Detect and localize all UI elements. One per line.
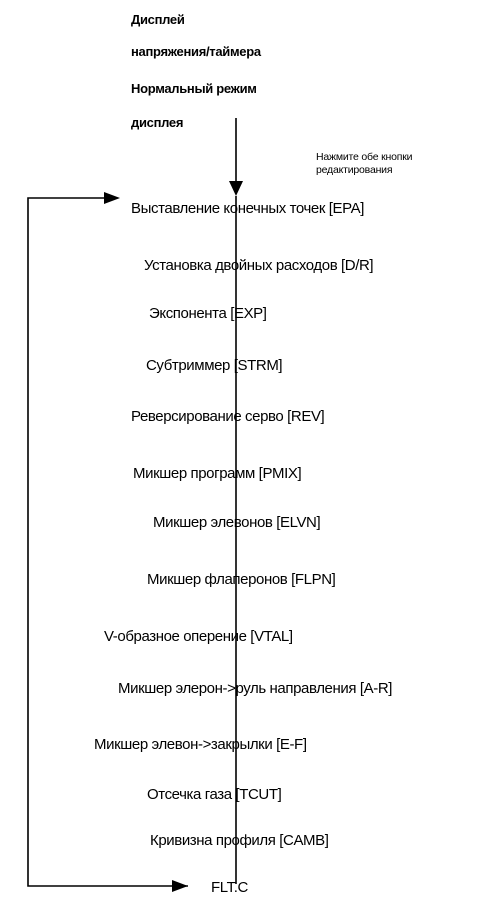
menu-item-exp: Экспонента [EXP] <box>149 305 267 322</box>
header-line-3: Нормальный режим <box>131 81 257 96</box>
menu-item-flpn: Микшер флаперонов [FLPN] <box>147 571 336 588</box>
menu-item-dr: Установка двойных расходов [D/R] <box>144 257 374 274</box>
menu-item-camb: Кривизна профиля [CAMB] <box>150 832 329 849</box>
menu-item-rev: Реверсирование серво [REV] <box>131 408 325 425</box>
fltc-arrow-head <box>172 880 188 892</box>
loop-back-line <box>28 198 188 886</box>
note-line-2: редактирования <box>316 164 393 176</box>
loop-arrow-head <box>104 192 120 204</box>
note-line-1: Нажмите обе кнопки <box>316 151 413 163</box>
menu-item-strm: Субтриммер [STRM] <box>146 357 283 374</box>
menu-item-tcut: Отсечка газа [TCUT] <box>147 786 282 803</box>
header-line-1: Дисплей <box>131 12 185 27</box>
menu-item-ef: Микшер элевон->закрылки [E-F] <box>94 736 307 753</box>
final-item-fltc: FLT.C <box>211 879 248 896</box>
menu-item-vtal: V-образное оперение [VTAL] <box>104 628 293 645</box>
menu-item-epa: Выставление конечных точек [EPA] <box>131 200 365 217</box>
menu-item-ar: Микшер элерон->руль направления [A-R] <box>118 680 393 697</box>
menu-item-pmix: Микшер программ [PMIX] <box>133 465 302 482</box>
menu-item-elvn: Микшер элевонов [ELVN] <box>153 514 321 531</box>
header-line-2: напряжения/таймера <box>131 44 261 59</box>
header-line-4: дисплея <box>131 115 184 130</box>
entry-arrow-head <box>229 181 243 196</box>
